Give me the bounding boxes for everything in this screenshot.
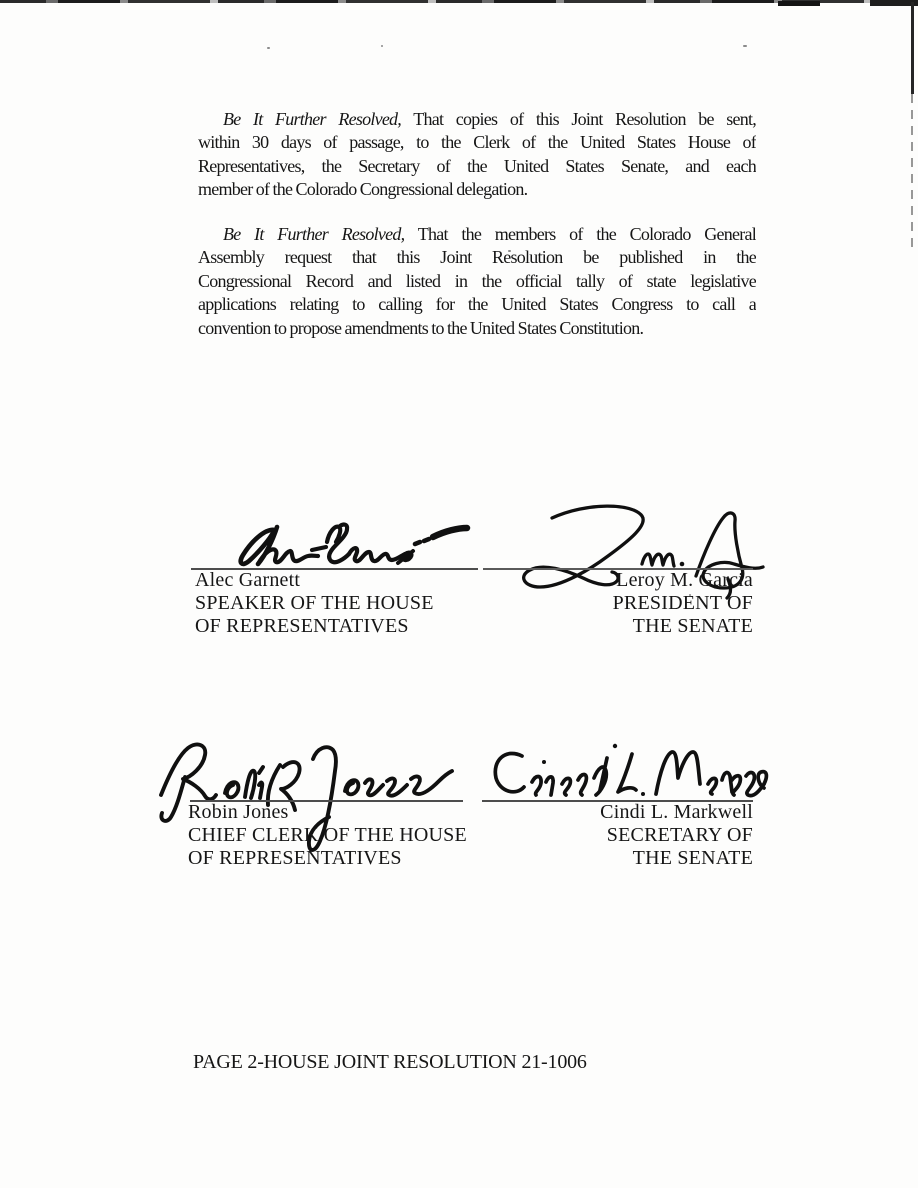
paragraph-congressional-record (198, 223, 756, 340)
signer-title: PRESIDENT OF (612, 591, 753, 614)
top-scan-mark (778, 1, 820, 6)
signer-title: SPEAKER OF THE HOUSE (195, 591, 434, 614)
scan-speck (381, 45, 383, 47)
scan-speck (743, 45, 747, 47)
page-footer-label: PAGE 2-HOUSE JOINT RESOLUTION 21-1006 (193, 1051, 587, 1073)
paragraph-line: Representatives, the Secretary of the United States Senate, and each (198, 155, 756, 176)
paragraph-line: Be It Further Resolved, That copies of this Joint Resolution be sent, (223, 109, 756, 129)
paragraph-line: Assembly request that this Joint Resolution be published in the (198, 247, 756, 268)
italic-lead-phrase: Be It Further Resolved, (223, 109, 402, 129)
signer-title: OF REPRESENTATIVES (195, 614, 409, 637)
paragraph-line: Congressional Record and listed in the official tally of state legislative (198, 270, 756, 291)
signer-name: Cindi L. Markwell (600, 801, 753, 823)
right-edge-scan-line (911, 2, 914, 94)
signer-title: OF REPRESENTATIVES (188, 846, 402, 869)
signer-title: THE SENATE (632, 614, 753, 637)
right-edge-scan-fade (911, 94, 913, 252)
cindi-markwell-signature (480, 740, 770, 808)
scan-speck (267, 47, 270, 49)
italic-lead-phrase: Be It Further Resolved, (223, 224, 405, 244)
paragraph-line: within 30 days of passage, to the Clerk of the United States House of (198, 132, 756, 153)
signer-title: CHIEF CLERK OF THE HOUSE (188, 823, 467, 846)
paragraph-line: Be It Further Resolved, That the members of the Colorado General (223, 224, 756, 244)
secretary-signature-block (453, 801, 753, 869)
signer-name: Alec Garnett (195, 569, 301, 591)
signer-name: Leroy M. Garcia (616, 569, 753, 591)
paragraph-line: applications relating to calling for the United States Congress to call a (198, 294, 756, 315)
president-signature-block (453, 569, 753, 637)
paragraph-line: convention to propose amendments to the United States Constitution. (198, 317, 644, 338)
signer-title: THE SENATE (632, 846, 753, 869)
paragraph-line: member of the Colorado Congressional delegation. (198, 179, 528, 200)
signer-title: SECRETARY OF (606, 823, 753, 846)
paragraph-copies-sent (198, 108, 756, 202)
signer-name: Robin Jones (188, 801, 289, 823)
